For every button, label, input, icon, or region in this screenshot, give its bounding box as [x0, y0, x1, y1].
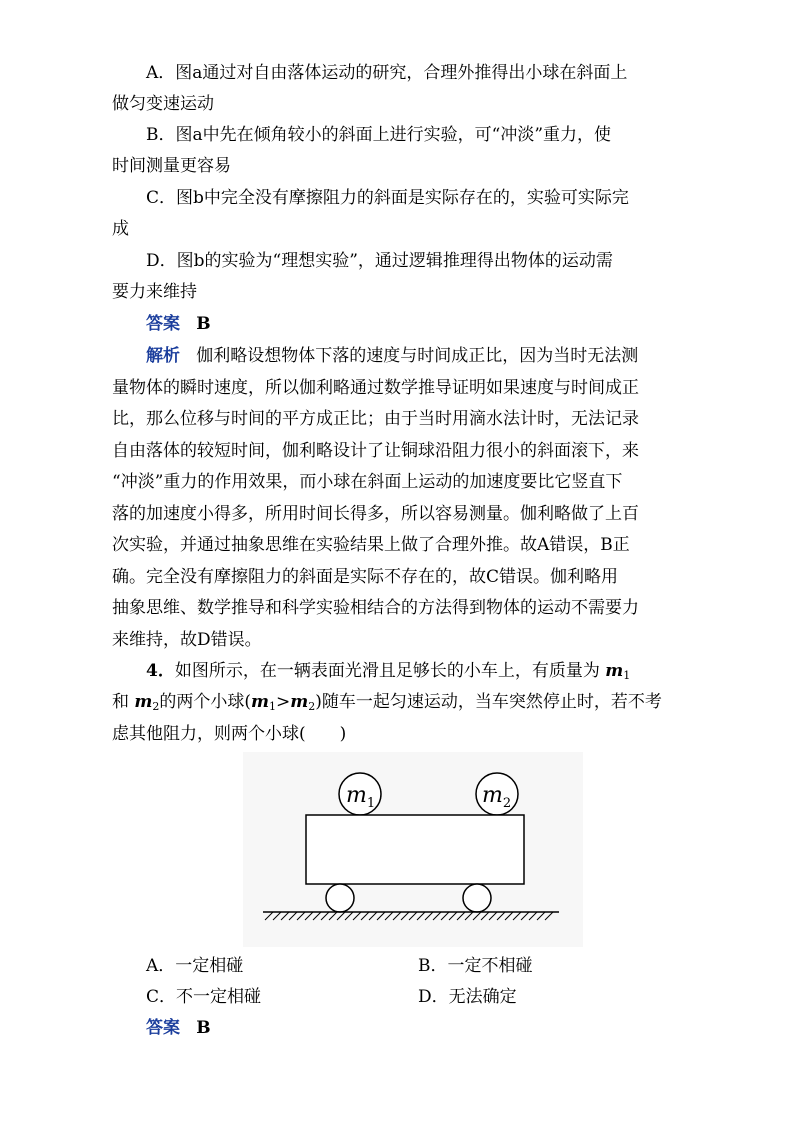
analysis-line-2: 量物体的瞬时速度，所以伽利略通过数学推导证明如果速度与时间成正 — [112, 378, 639, 398]
analysis-line-10: 来维持，故D错误。 — [112, 630, 262, 650]
answer-line-2 — [146, 1013, 726, 1044]
option-a-line-2: 做匀变速运动 — [112, 94, 214, 114]
answer-label-2: 答案 — [146, 1018, 180, 1038]
answer-label: 答案 — [146, 314, 180, 334]
option-a-line-1: A．图a通过对自由落体运动的研究，合理外推得出小球在斜面上 — [146, 63, 628, 83]
analysis-line-3: 比，那么位移与时间的平方成正比；由于当时用滴水法计时，无法记录 — [112, 409, 639, 429]
answer-line-1 — [146, 309, 726, 340]
option-d-line-2: 要力来维持 — [112, 282, 197, 302]
wheel-right — [463, 884, 491, 912]
cart-body — [306, 815, 524, 884]
wheel-left — [326, 884, 354, 912]
question-4-line-1: 4．如图所示，在一辆表面光滑且足够长的小车上，有质量为 $m_1$ — [146, 661, 631, 682]
cart-figure — [243, 752, 583, 947]
option-c-line-2: 成 — [112, 219, 129, 239]
q4-option-c: C．不一定相碰 — [146, 987, 262, 1007]
q4-option-a: A．一定相碰 — [146, 956, 244, 976]
analysis-line-6: 落的加速度小得多，所用时间长得多，所以容易测量。伽利略做了上百 — [112, 504, 639, 524]
analysis-line-5: “冲淡”重力的作用效果，而小球在斜面上运动的加速度要比它竖直下 — [112, 472, 623, 492]
answer-value-2: B — [196, 1018, 211, 1038]
option-b-line-1: B．图a中先在倾角较小的斜面上进行实验，可“冲淡”重力，使 — [146, 125, 612, 145]
ball-m1-label: $m_1$ — [346, 783, 376, 811]
option-b-line-2: 时间测量更容易 — [112, 156, 231, 176]
q4-option-b: B．一定不相碰 — [418, 956, 533, 976]
answer-value: B — [196, 314, 211, 334]
analysis-label: 解析 — [146, 346, 180, 366]
analysis-line-8: 确。完全没有摩擦阻力的斜面是实际不存在的，故C错误。伽利略用 — [112, 567, 619, 587]
option-c-line-1: C．图b中完全没有摩擦阻力的斜面是实际存在的，实验可实际完 — [146, 188, 629, 208]
analysis-line-9: 抽象思维、数学推导和科学实验相结合的方法得到物体的运动不需要力 — [112, 598, 639, 618]
question-4-line-3: 虑其他阻力，则两个小球( ) — [112, 724, 347, 744]
question-4-line-2: 和 $m_2$的两个小球$(m_1>m_2)$随车一起匀速运动，当车突然停止时，若不考 — [112, 692, 662, 713]
ball-m2-label: $m_2$ — [482, 783, 512, 811]
analysis-line-1: 解析 伽利略设想物体下落的速度与时间成正比，因为当时无法测 — [146, 346, 639, 366]
analysis-line-7: 次实验，并通过抽象思维在实验结果上做了合理外推。故A错误，B正 — [112, 535, 630, 555]
analysis-line-4: 自由落体的较短时间，伽利略设计了让铜球沿阻力很小的斜面滚下，来 — [112, 441, 639, 461]
q4-option-d: D．无法确定 — [418, 987, 517, 1007]
option-d-line-1: D．图b的实验为“理想实验”，通过逻辑推理得出物体的运动需 — [146, 251, 613, 271]
